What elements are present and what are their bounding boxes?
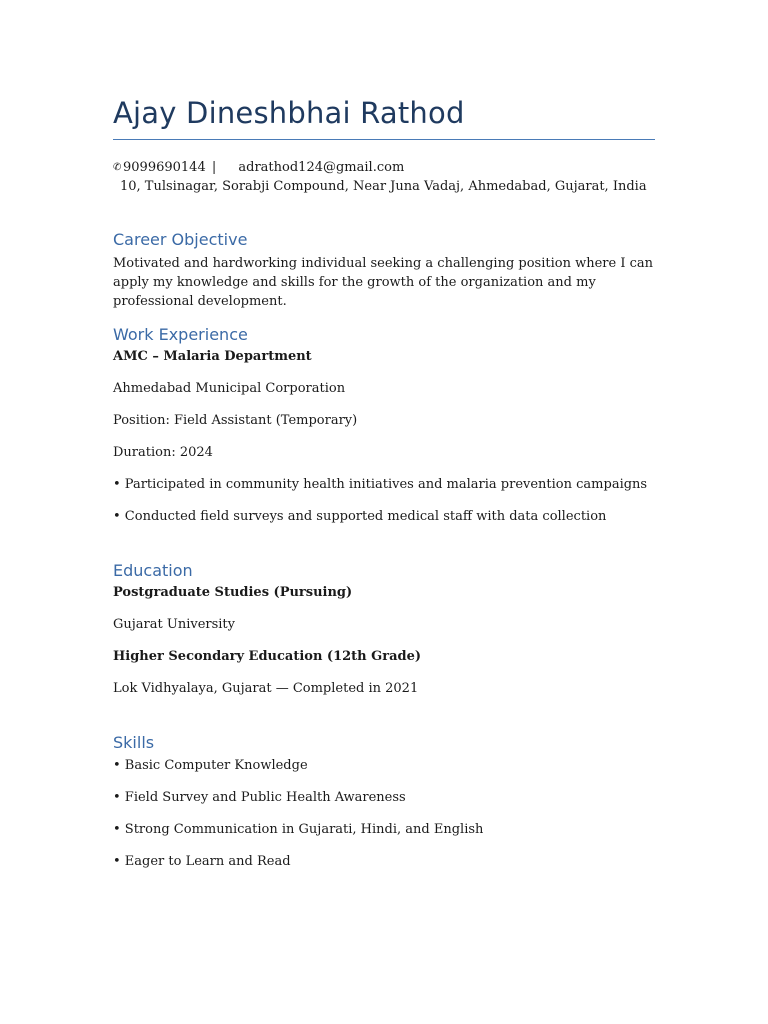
education-heading: Education xyxy=(113,561,193,580)
skills-heading: Skills xyxy=(113,733,155,752)
job-organization: Ahmedabad Municipal Corporation xyxy=(113,381,346,396)
work-experience-heading: Work Experience xyxy=(113,325,248,344)
contact-line xyxy=(113,160,404,175)
skill-item: • Basic Computer Knowledge xyxy=(113,758,308,773)
education-detail: Lok Vidhyalaya, Gujarat — Completed in 2021 xyxy=(113,681,419,696)
contact-separator: | xyxy=(211,160,217,175)
candidate-name: Ajay Dineshbhai Rathod xyxy=(113,96,465,130)
phone-icon: ✆ xyxy=(113,162,122,173)
education-detail: Gujarat University xyxy=(113,617,235,632)
job-bullet: • Conducted field surveys and supported medical staff with data collection xyxy=(113,509,607,524)
skill-item: • Strong Communication in Gujarati, Hindi, and English xyxy=(113,822,484,837)
address: 10, Tulsinagar, Sorabji Compound, Near Juna Vadaj, Ahmedabad, Gujarat, India xyxy=(120,179,647,194)
skill-item: • Eager to Learn and Read xyxy=(113,854,291,869)
education-title: Postgraduate Studies (Pursuing) xyxy=(113,585,353,600)
job-title: AMC – Malaria Department xyxy=(113,349,312,364)
career-objective-text: Motivated and hardworking individual seeking a challenging position where I can apply my knowledge and skills for the growth of the organization and my professional development. xyxy=(113,256,653,309)
phone-number: 9099690144 xyxy=(123,160,206,175)
skill-item: • Field Survey and Public Health Awareness xyxy=(113,790,406,805)
education-title: Higher Secondary Education (12th Grade) xyxy=(113,649,422,664)
job-bullet: • Participated in community health initiatives and malaria prevention campaigns xyxy=(113,477,648,492)
email-address: adrathod124@gmail.com xyxy=(238,160,405,175)
career-objective-heading: Career Objective xyxy=(113,230,248,249)
job-position: Position: Field Assistant (Temporary) xyxy=(113,413,358,428)
job-duration: Duration: 2024 xyxy=(113,445,213,460)
title-divider xyxy=(113,139,655,140)
